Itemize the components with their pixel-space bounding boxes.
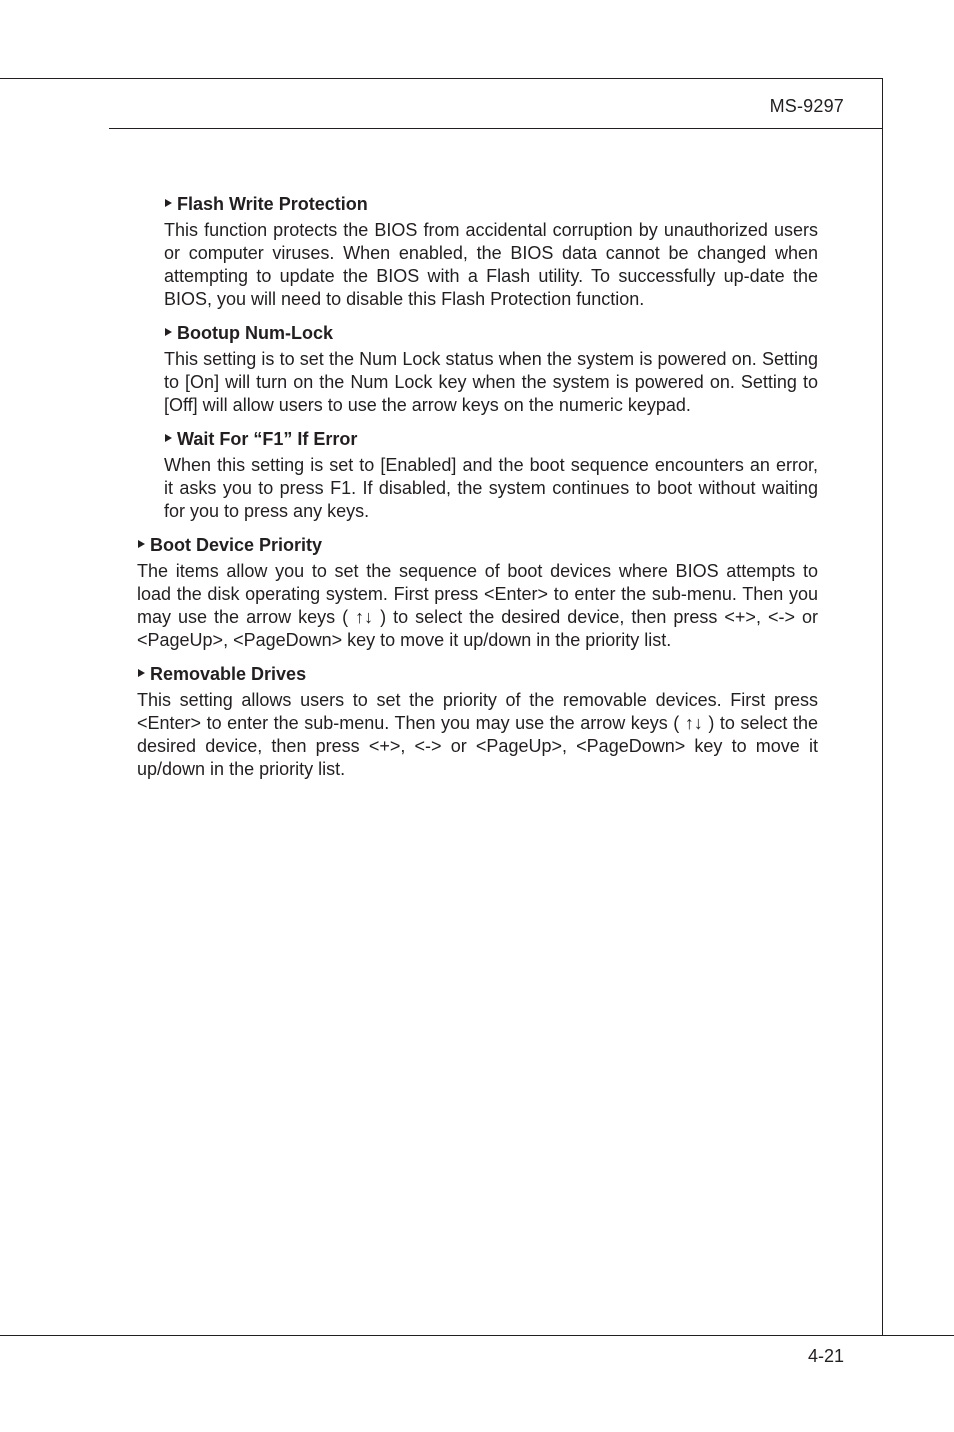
top-border-line	[0, 78, 883, 79]
triangle-right-icon	[138, 540, 145, 548]
section-boot-device-priority	[137, 534, 818, 652]
section-heading	[137, 663, 818, 686]
model-label: MS-9297	[769, 96, 844, 116]
section-wait-for-f1	[164, 428, 818, 523]
section-body: This setting allows users to set the priority of the removable devices. First press <Enter> to enter the sub-menu. Then you may use the arrow keys ( ↑↓ ) to select the desired device, then press <+>, <-> or <PageUp>, <PageDown> key to move it up/down in the priority list.	[137, 690, 818, 779]
section-body: This function protects the BIOS from accidental corruption by unauthorized users or computer viruses. When enabled, the BIOS data cannot be changed when attempting to update the BIOS with a Flash utility. To successfully up-date the BIOS, you will need to disable this Flash Protection function.	[164, 220, 818, 309]
bottom-border-line	[0, 1335, 954, 1336]
page-number: 4-21	[807, 1346, 844, 1366]
section-heading-text: Flash Write Protection	[177, 194, 368, 214]
section-removable-drives	[137, 663, 818, 781]
section-heading-text: Wait For “F1” If Error	[177, 429, 358, 449]
right-border-line	[882, 78, 883, 1336]
section-heading	[164, 322, 818, 345]
section-heading	[164, 428, 818, 451]
triangle-right-icon	[138, 669, 145, 677]
section-flash-write-protection	[164, 193, 818, 311]
section-heading	[164, 193, 818, 216]
section-heading	[137, 534, 818, 557]
section-heading-text: Bootup Num-Lock	[177, 323, 333, 343]
triangle-right-icon	[165, 199, 172, 207]
section-heading-text: Boot Device Priority	[150, 535, 323, 555]
section-bootup-num-lock	[164, 322, 818, 417]
triangle-right-icon	[165, 434, 172, 442]
section-body: This setting is to set the Num Lock status when the system is powered on. Setting to [On] will turn on the Num Lock key when the system is powered on. Setting to [Off] will allow users to use the arrow keys on the numeric keypad.	[164, 349, 818, 415]
header-divider	[109, 128, 883, 129]
triangle-right-icon	[165, 328, 172, 336]
section-heading-text: Removable Drives	[150, 664, 307, 684]
section-body: When this setting is set to [Enabled] and the boot sequence encounters an error, it asks you to press F1. If disabled, the system continues to boot without waiting for you to press any keys.	[164, 455, 818, 521]
section-body: The items allow you to set the sequence of boot devices where BIOS attempts to load the disk operating system. First press <Enter> to enter the sub-menu. Then you may use the arrow keys ( ↑↓ ) to select the desired device, then press <+>, <-> or <PageUp>, <PageDown> key to move it up/down in the priority list.	[137, 561, 818, 650]
